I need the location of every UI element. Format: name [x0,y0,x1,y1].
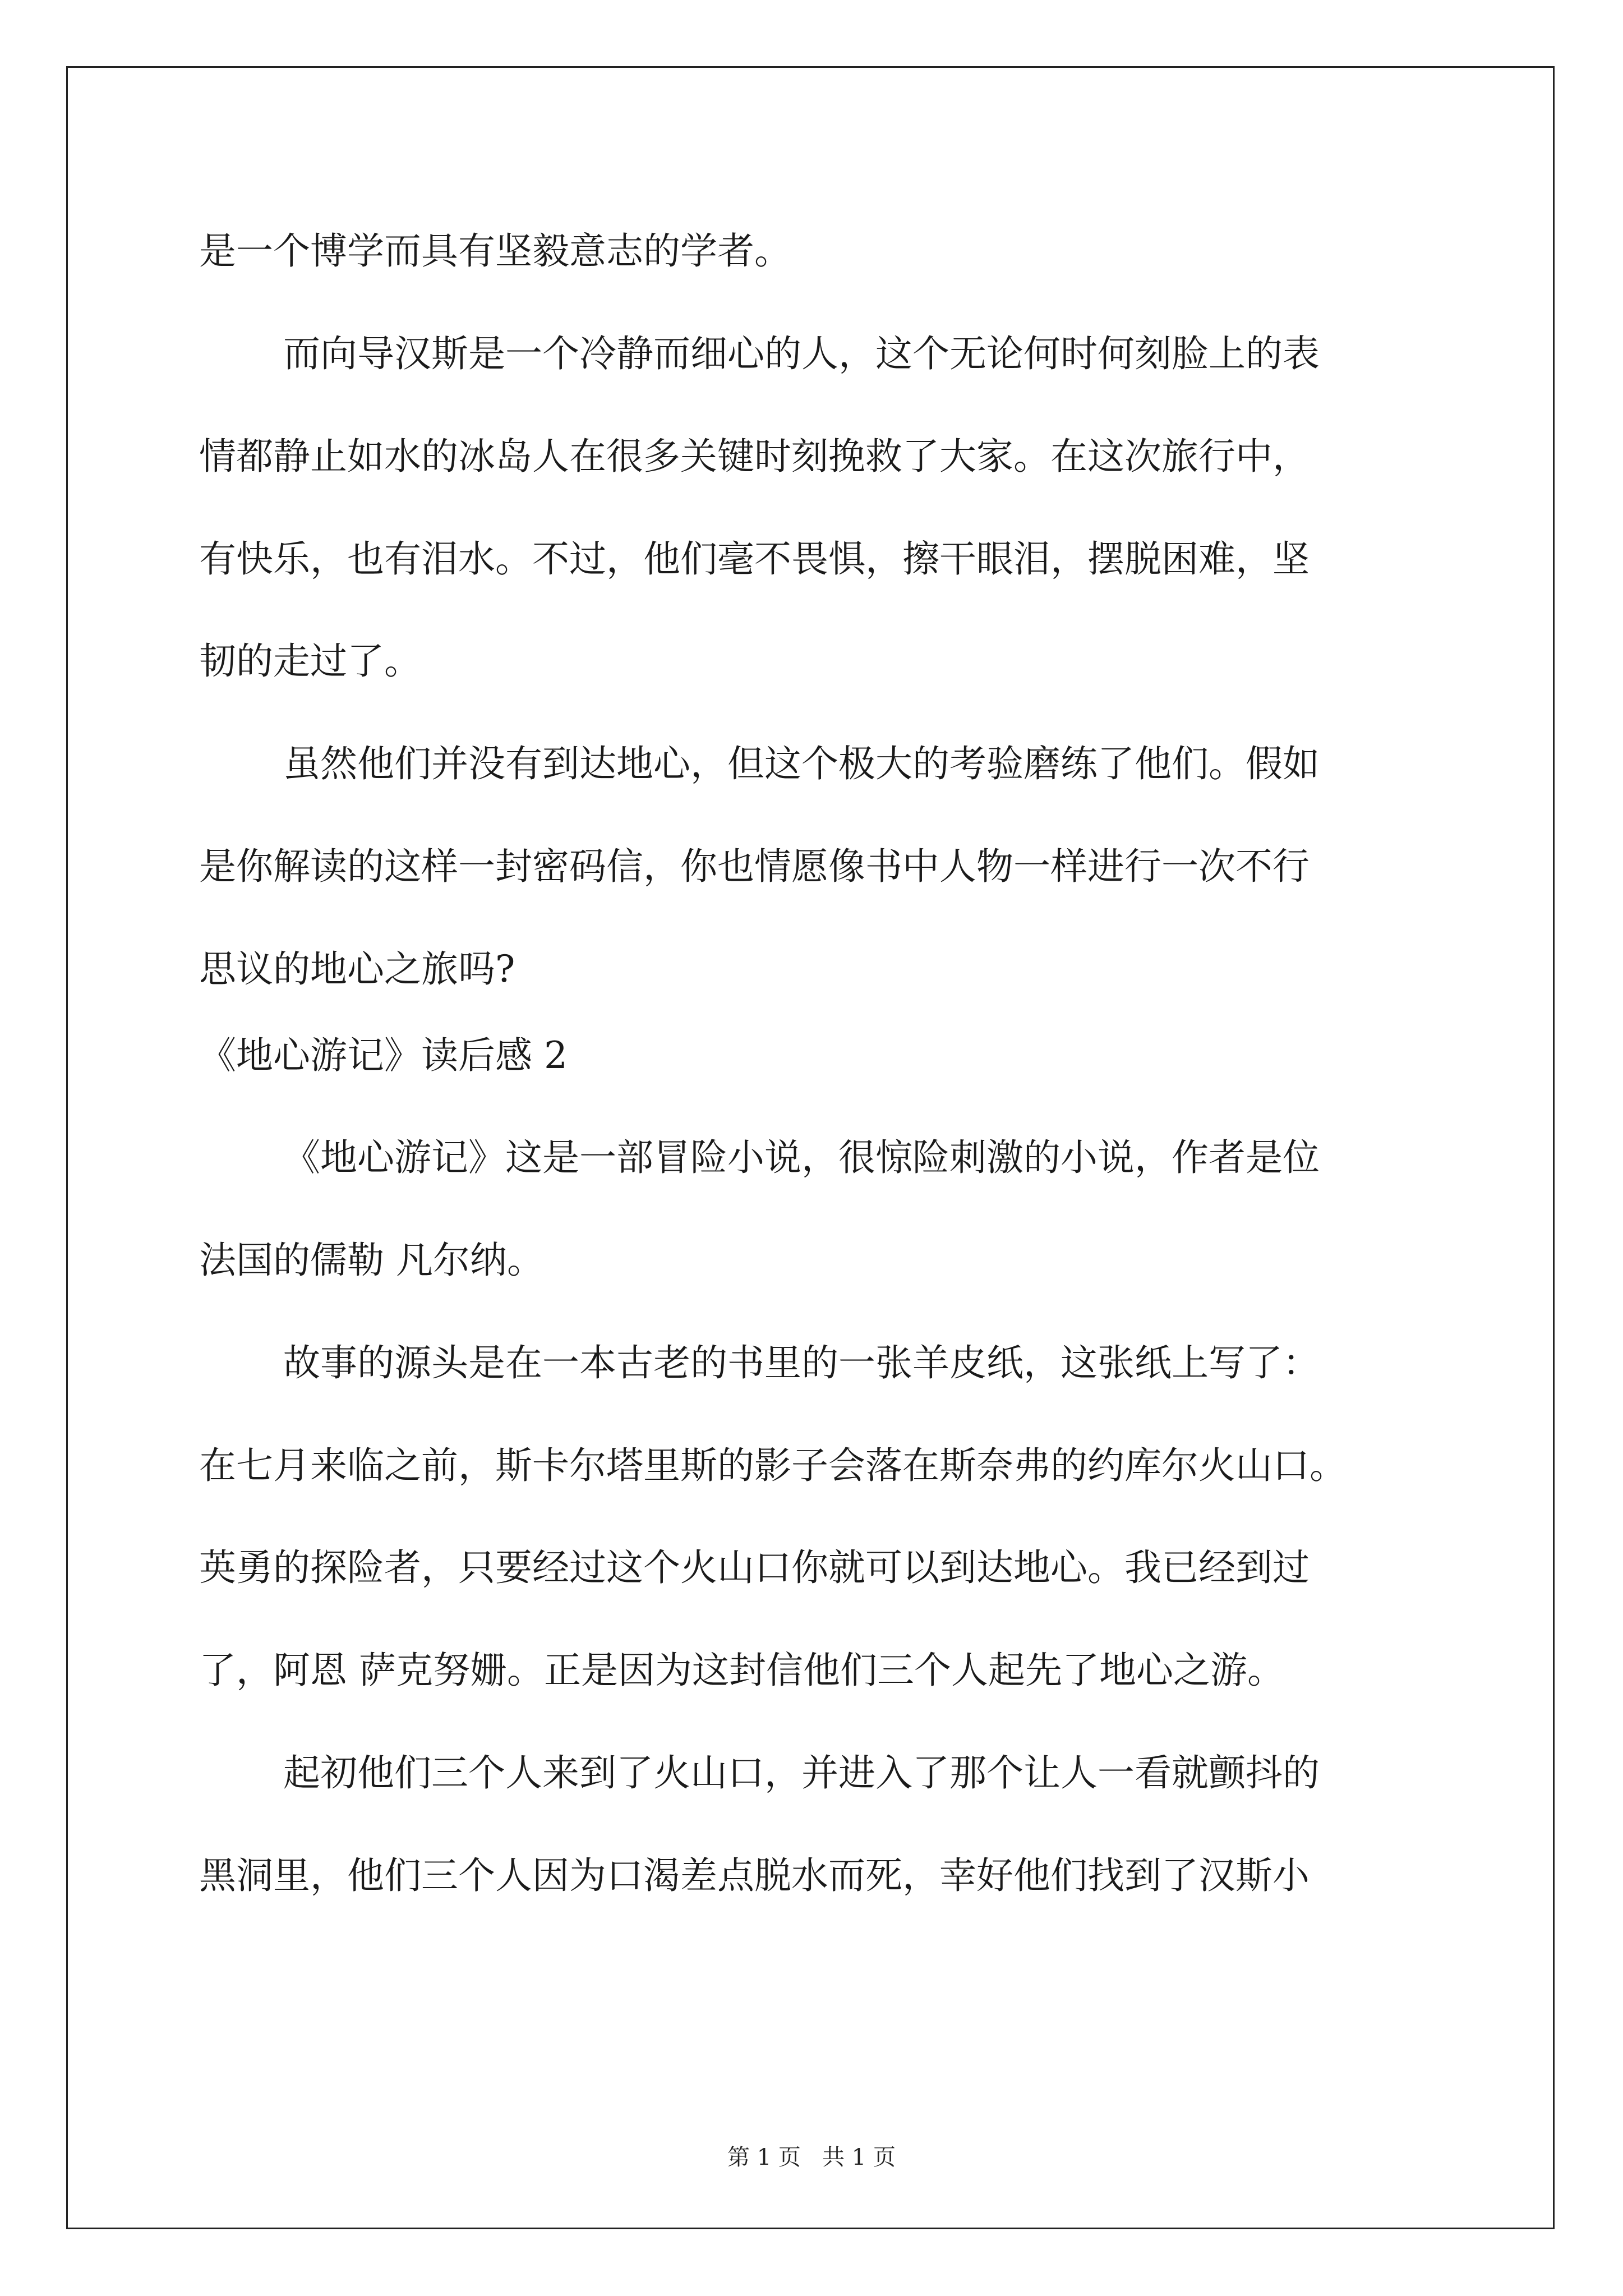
text-line: 故事的源头是在一本古老的书里的一张羊皮纸，这张纸上写了： [283,1341,1320,1384]
text-line: 思议的地心之旅吗? [199,947,515,991]
text-line: 法国的儒勒 凡尔纳。 [199,1239,544,1282]
text-line: 是你解读的这样一封密码信，你也情愿像书中人物一样进行一次不行 [199,845,1310,888]
text-line: 是一个博学而具有坚毅意志的学者。 [199,229,791,273]
text-line: 而向导汉斯是一个冷静而细心的人，这个无论何时何刻脸上的表 [283,332,1320,375]
text-line: 黑洞里，他们三个人因为口渴差点脱水而死，幸好他们找到了汉斯小 [199,1854,1310,1897]
text-line: 起初他们三个人来到了火山口，并进入了那个让人一看就颤抖的 [283,1751,1320,1795]
section-heading: 《地心游记》读后感 2 [199,1034,568,1077]
text-line: 英勇的探险者，只要经过这个火山口你就可以到达地心。我已经到过 [199,1546,1310,1589]
text-line: 《地心游记》这是一部冒险小说，很惊险刺激的小说，作者是位 [283,1136,1320,1179]
page-footer: 第 1 页 共 1 页 [727,2145,896,2170]
text-line: 了，阿恩 萨克努姗。正是因为这封信他们三个人起先了地心之游。 [199,1649,1284,1692]
text-line: 在七月来临之前，斯卡尔塔里斯的影子会落在斯奈弗的约库尔火山口。 [199,1444,1347,1487]
text-line: 虽然他们并没有到达地心，但这个极大的考验磨练了他们。假如 [283,742,1320,785]
text-line: 情都静止如水的冰岛人在很多关键时刻挽救了大家。在这次旅行中， [199,435,1310,478]
text-line: 有快乐，也有泪水。不过，他们毫不畏惧，擦干眼泪，摆脱困难，坚 [199,537,1310,581]
text-line: 韧的走过了。 [199,639,421,683]
